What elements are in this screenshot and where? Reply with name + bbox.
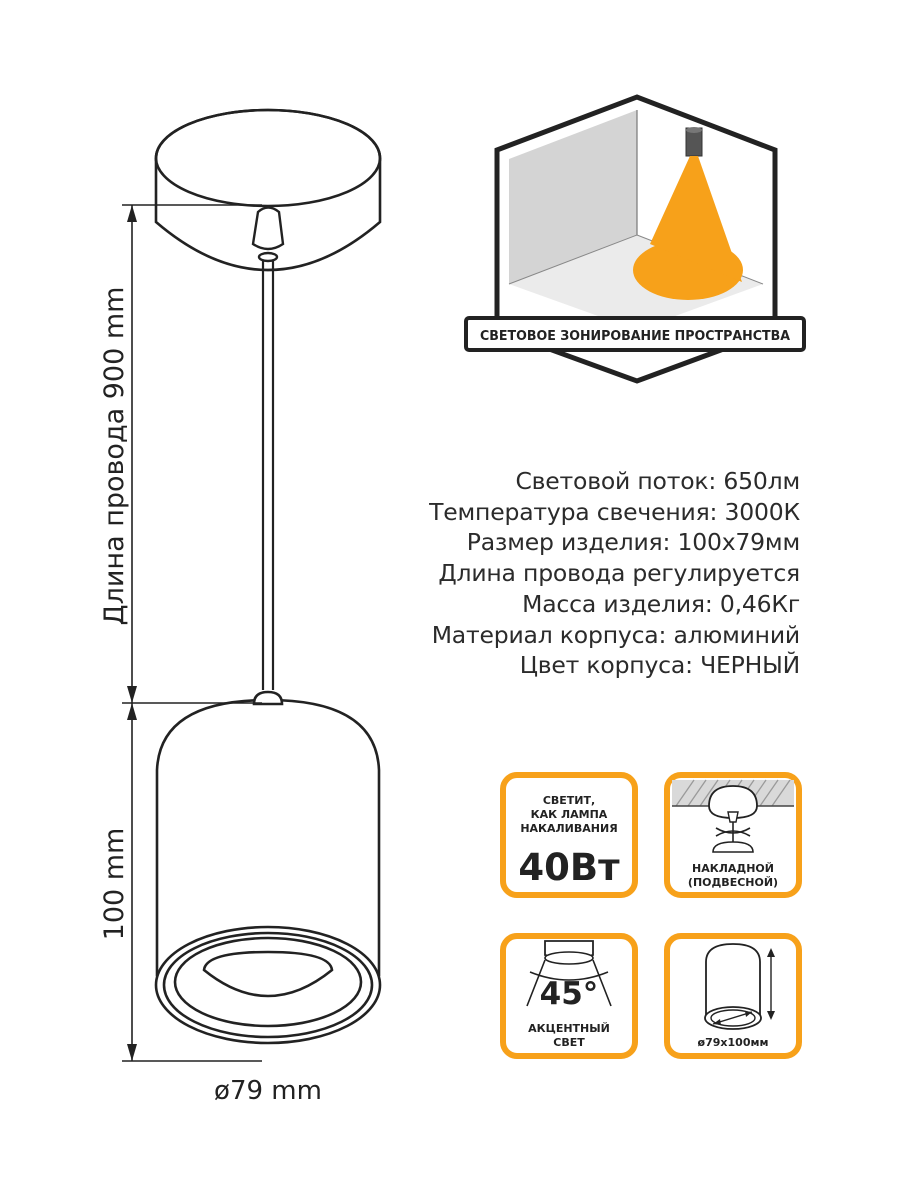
lamp-body bbox=[156, 692, 380, 1043]
equivalent-line2: КАК ЛАМПА bbox=[530, 808, 608, 821]
feature-mounting bbox=[667, 775, 799, 895]
feature-beam-angle bbox=[503, 936, 635, 1056]
zoning-badge bbox=[466, 97, 804, 381]
cable bbox=[263, 260, 273, 690]
equivalent-value: 40Вт bbox=[518, 846, 620, 889]
spec-body-material: Материал корпуса: алюминий bbox=[431, 620, 800, 649]
dimension-cable-length bbox=[122, 205, 262, 703]
beam-angle-value: 45° bbox=[539, 976, 599, 1012]
height-label: 100 mm bbox=[99, 827, 130, 941]
feature-equivalent-power bbox=[503, 775, 635, 895]
spec-weight: Масса изделия: 0,46Кг bbox=[522, 589, 800, 618]
cable-length-label: Длина провода 900 mm bbox=[99, 286, 130, 626]
spec-luminous-flux: Световой поток: 650лм bbox=[515, 467, 800, 495]
mounting-line1: НАКЛАДНОЙ bbox=[692, 862, 774, 875]
spec-body-color: Цвет корпуса: ЧЕРНЫЙ bbox=[519, 651, 800, 680]
equivalent-line1: СВЕТИТ, bbox=[542, 794, 596, 807]
spec-product-size: Размер изделия: 100х79мм bbox=[466, 528, 800, 557]
feature-size bbox=[667, 936, 799, 1056]
spec-color-temperature: Температура свечения: 3000К bbox=[429, 497, 800, 526]
spec-cable-adjustable: Длина провода регулируется bbox=[438, 559, 800, 588]
zoning-label: СВЕТОВОЕ ЗОНИРОВАНИЕ ПРОСТРАНСТВА bbox=[480, 329, 791, 344]
specifications-list bbox=[429, 466, 800, 681]
beam-line1: АКЦЕНТНЫЙ bbox=[528, 1022, 610, 1035]
mounting-line2: (ПОДВЕСНОЙ) bbox=[687, 876, 779, 889]
beam-line2: СВЕТ bbox=[553, 1036, 585, 1049]
equivalent-line3: НАКАЛИВАНИЯ bbox=[520, 822, 618, 835]
size-label: ø79х100мм bbox=[697, 1036, 769, 1049]
diameter-label: ø79 mm bbox=[214, 1076, 322, 1106]
